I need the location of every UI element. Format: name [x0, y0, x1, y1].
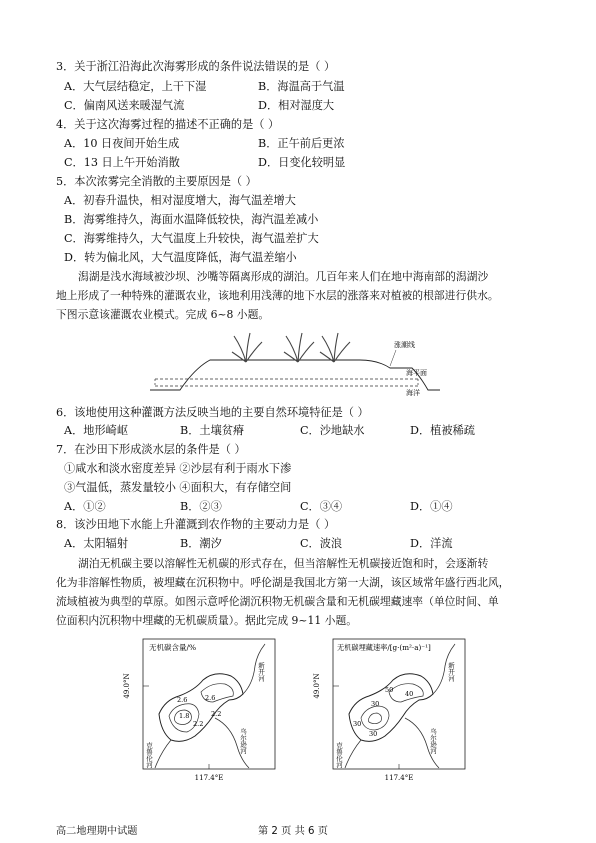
q4-option-d: D．日变化较明显 — [258, 156, 346, 169]
q8-stem: 8．该沙田地下水能上升灌溉到农作物的主要动力是（ ） — [56, 518, 336, 531]
river-kelulun — [345, 740, 361, 768]
contour-label: 30 — [371, 700, 380, 708]
map-inorganic-carbon-burial-rate — [305, 636, 470, 784]
river-label-kelulun: 克鲁伦河 — [335, 742, 343, 768]
crop-plant-2 — [284, 333, 314, 362]
q8-option-b: B．潮汐 — [180, 537, 222, 550]
passage-hulun-line-1: 湖泊无机碳主要以溶解性无机碳的形式存在，但当溶解性无机碳接近饱和时，会逐渐转 — [78, 557, 489, 570]
sand-profile-line — [150, 360, 440, 390]
contour-line — [361, 706, 389, 730]
q4-option-a: A．10 日夜间开始生成 — [64, 137, 180, 150]
river-label-xinkai: 新开河 — [447, 662, 455, 682]
q4-stem: 4．关于这次海雾过程的描述不正确的是（ ） — [56, 118, 280, 131]
q7-option-a: A．①② — [64, 500, 106, 513]
q7-option-b: B．②③ — [180, 500, 222, 513]
contour-line — [368, 713, 381, 724]
contour-label: 40 — [405, 690, 414, 698]
footer-page-number: 第 2 页 共 6 页 — [258, 826, 328, 837]
q5-stem: 5．本次浓雾完全消散的主要原因是（ ） — [56, 175, 257, 188]
map-inorganic-carbon-content — [115, 636, 280, 784]
q6-option-d: D．植被稀疏 — [410, 424, 475, 437]
q5-option-a: A．初春升温快，相对湿度增大，海气温差增大 — [64, 194, 296, 207]
contour-label: 30 — [353, 720, 362, 728]
contour-label: 30 — [369, 730, 378, 738]
q4-option-b: B．正午前后更浓 — [258, 137, 345, 150]
map-left-title: 无机碳含量/% — [149, 643, 197, 652]
q8-option-c: C．波浪 — [300, 537, 343, 550]
passage-lagoon-line-3: 下图示意该灌溉农业模式。完成 6~8 小题。 — [56, 308, 270, 321]
q7-stem: 7．在沙田下形成淡水层的条件是（ ） — [56, 443, 246, 456]
q6-option-a: A．地形崎岖 — [64, 424, 129, 437]
river-label-wuerxun: 乌尔逊河 — [429, 728, 437, 754]
map-right-title: 无机碳埋藏速率/[g·(m²·a)⁻¹] — [337, 643, 431, 652]
q7-option-c: C．③④ — [300, 500, 343, 513]
q6-option-b: B．土壤贫瘠 — [180, 424, 245, 437]
map-frame — [333, 639, 465, 769]
q7-option-d: D．①④ — [410, 500, 453, 513]
passage-hulun-lake — [56, 554, 548, 630]
contour-label: 50 — [385, 686, 394, 694]
q5-option-d: D．转为偏北风，大气温度降低，海气温差缩小 — [64, 251, 297, 264]
q3-option-d: D．相对湿度大 — [258, 99, 335, 112]
passage-hulun-line-2: 化为非溶解性物质，被埋藏在沉积物中。呼伦湖是我国北方第一大湖，该区域常年盛行西北风， — [56, 576, 510, 589]
q3-stem: 3．关于浙江沿海此次海雾形成的条件说法错误的是（ ） — [56, 60, 336, 73]
q6-option-c: C．沙地缺水 — [300, 424, 365, 437]
contour-label: 2.6 — [205, 694, 216, 702]
irrigation-diagram — [150, 330, 440, 400]
crop-plant-3 — [320, 333, 350, 362]
q5-option-c: C．海雾维持久，大气温度上升较快，海气温差扩大 — [64, 232, 319, 245]
q3-option-c: C．偏南风送来暖湿气流 — [64, 99, 185, 112]
q3-option-a: A．大气层结稳定，上干下湿 — [64, 80, 207, 93]
q6-stem: 6．该地使用这种灌溉方法反映当地的主要自然环境特征是（ ） — [56, 406, 369, 419]
q3-option-b: B．海温高于气温 — [258, 80, 345, 93]
latitude-label: 49.0°N — [313, 673, 321, 699]
contour-label: 2.2 — [211, 710, 222, 718]
river-kelulun — [155, 740, 171, 768]
q7-statement-2: ③气温低，蒸发量较小 ④面积大，有存储空间 — [64, 481, 292, 494]
q4-option-c: C．13 日上午开始消散 — [64, 156, 180, 169]
q5-option-b: B．海雾维持久，海面水温降低较快，海汽温差减小 — [64, 213, 319, 226]
q8-option-d: D．洋流 — [410, 537, 453, 550]
passage-lagoon — [56, 267, 548, 324]
contour-label: 2.6 — [177, 696, 188, 704]
passage-lagoon-line-2: 地上形成了一种特殊的灌溉农业，该地利用浅薄的地下水层的涨落来对植被的根部进行供水。 — [56, 289, 499, 302]
river-label-kelulun: 克鲁伦河 — [145, 742, 153, 768]
q7-statement-1: ①咸水和淡水密度差异 ②沙层有利于雨水下渗 — [64, 462, 292, 475]
q8-option-a: A．太阳辐射 — [64, 537, 129, 550]
contour-label: 2.2 — [193, 720, 204, 728]
longitude-label: 117.4°E — [384, 774, 414, 782]
label-sea-level: 海平面 — [406, 369, 427, 377]
river-label-xinkai: 新开河 — [257, 662, 265, 682]
footer-exam-title: 高二地理期中试题 — [56, 826, 138, 837]
passage-hulun-line-4: 位面积内沉积物中埋藏的无机碳质量）。据此完成 9~11 小题。 — [56, 614, 358, 627]
map-frame — [143, 639, 275, 769]
river-label-wuerxun: 乌尔逊河 — [239, 728, 247, 754]
label-sea: 海洋 — [406, 389, 420, 397]
crop-plant-1 — [232, 333, 262, 362]
contour-label: 1.8 — [179, 712, 190, 720]
passage-lagoon-line-1: 潟湖是浅水海域被沙坝、沙嘴等隔离形成的湖泊。几百年来人们在地中海南部的潟湖沙 — [78, 270, 489, 283]
label-high-tide: 涨潮线 — [394, 341, 415, 349]
longitude-label: 117.4°E — [194, 774, 224, 782]
latitude-label: 49.0°N — [123, 673, 131, 699]
passage-hulun-line-3: 流域植被为典型的草原。如图示意呼伦湖沉积物无机碳含量和无机碳埋藏速率（单位时间、单 — [56, 595, 499, 608]
